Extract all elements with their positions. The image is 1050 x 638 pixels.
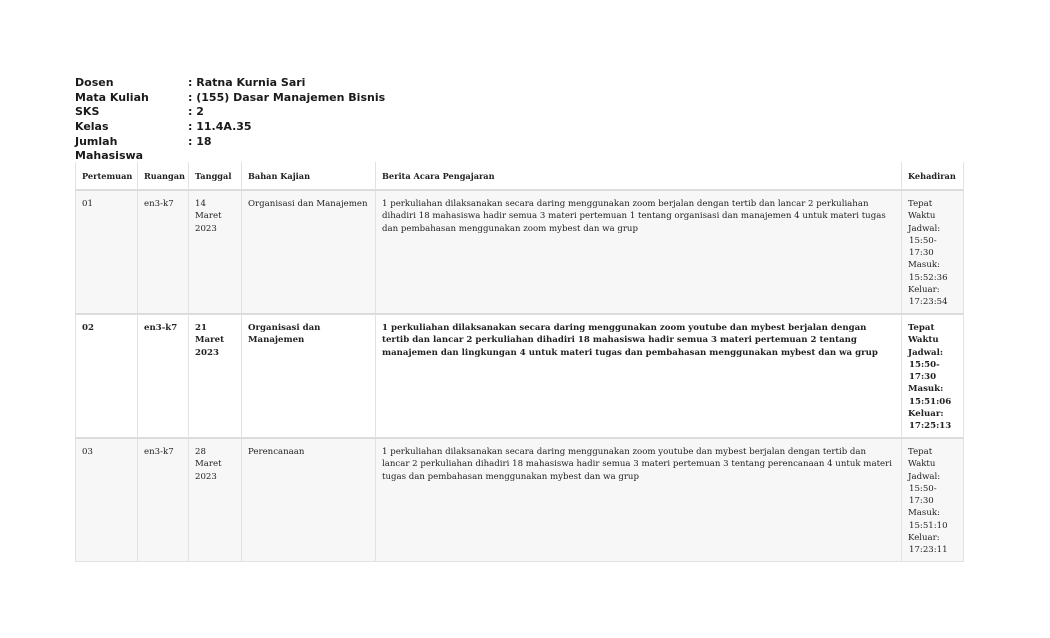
header-tanggal: Tanggal: [189, 162, 242, 190]
att-status: Waktu: [908, 459, 936, 470]
att-label: Masuk:: [908, 508, 940, 519]
att-label: Jadwal:: [908, 471, 941, 482]
info-label: Jumlah Mahasiswa: [75, 134, 144, 163]
att-status: Tepat: [908, 323, 935, 333]
att-value: 17:30: [909, 496, 934, 507]
header-bahan-kajian: Bahan Kajian: [242, 162, 376, 190]
info-row-jumlah-mahasiswa: [75, 134, 385, 163]
info-label: Mata Kuliah: [75, 90, 149, 104]
cell-berita-acara: 1 perkuliahan dilaksanakan secara daring menggunakan zoom youtube dan mybest berjalan dengan tertib dan lancar 2 perkuliahan dihadiri 18 mahasiswa hadir semua 3 materi pertemuan 2 tentang manajemen dan lingkungan 4 untuk materi tugas dan pembahasan menggunakan mybest dan wa grup: [376, 314, 902, 438]
cell-berita-acara: 1 perkuliahan dilaksanakan secara daring menggunakan zoom berjalan dengan tertib dan lancar 2 perkuliahan dihadiri 18 mahasiswa hadir semua 3 materi pertemuan 1 tentang organisasi dan manajemen 4 untuk materi tugas dan pembahasan menggunakan zoom mybest dan wa grup: [376, 190, 902, 314]
att-value: 17:25:13: [909, 421, 952, 432]
cell-pertemuan: 03: [76, 438, 138, 562]
table-row: [76, 438, 964, 562]
att-status: Waktu: [908, 335, 939, 346]
table-row: [76, 314, 964, 438]
info-row-sks: [75, 105, 385, 120]
table-header-row: [76, 162, 964, 190]
cell-bahan-kajian: Perencanaan: [242, 438, 376, 562]
cell-bahan-kajian: Organisasi dan Manajemen: [242, 190, 376, 314]
att-value: 15:52:36: [909, 272, 948, 283]
att-label: Keluar:: [908, 285, 940, 296]
info-value: : 18: [188, 134, 212, 148]
info-row-dosen: [75, 76, 385, 91]
date-day-month: 14 Maret: [195, 199, 222, 222]
attendance-table: [75, 162, 964, 562]
header-ruangan: Ruangan: [138, 162, 189, 190]
info-value: : 2: [188, 105, 204, 119]
cell-tanggal: [189, 314, 242, 438]
att-value: 17:30: [909, 372, 937, 383]
att-status: Tepat: [908, 199, 933, 209]
info-label: Kelas: [75, 120, 109, 134]
cell-kehadiran: [902, 190, 964, 314]
att-label: Masuk:: [908, 384, 944, 395]
info-value: : 11.4A.35: [188, 120, 252, 134]
att-value: 15:51:10: [909, 520, 948, 531]
att-label: Jadwal:: [908, 347, 944, 358]
att-value: 17:23:11: [909, 545, 948, 556]
att-label: Keluar:: [908, 409, 944, 420]
cell-ruangan: en3-k7: [138, 314, 189, 438]
cell-pertemuan: 01: [76, 190, 138, 314]
att-value: 15:50-: [909, 235, 937, 246]
att-label: Keluar:: [908, 533, 940, 544]
cell-pertemuan: 02: [76, 314, 138, 438]
cell-ruangan: en3-k7: [138, 190, 189, 314]
course-info: [75, 76, 386, 163]
att-value: 17:30: [909, 248, 934, 259]
att-status: Waktu: [908, 211, 936, 222]
date-day-month: 21 Maret: [195, 323, 225, 346]
info-label: Dosen: [75, 76, 114, 89]
cell-tanggal: [189, 438, 242, 562]
att-value: 15:50-: [909, 359, 940, 370]
header-berita-acara: Berita Acara Pengajaran: [376, 162, 902, 190]
table-row: [76, 190, 964, 314]
att-value: 17:23:54: [909, 297, 948, 308]
cell-kehadiran: [902, 438, 964, 562]
info-value: : Ratna Kurnia Sari: [188, 76, 306, 89]
info-row-mata-kuliah: [75, 91, 385, 106]
header-pertemuan: Pertemuan: [76, 162, 138, 190]
info-row-kelas: [75, 120, 385, 135]
info-value: : (155) Dasar Manajemen Bisnis: [188, 90, 386, 104]
att-label: Masuk:: [908, 260, 940, 271]
att-label: Jadwal:: [908, 223, 941, 234]
cell-ruangan: en3-k7: [138, 438, 189, 562]
att-value: 15:50-: [909, 483, 937, 494]
info-label: SKS: [75, 105, 100, 119]
date-year: 2023: [195, 223, 217, 234]
cell-berita-acara: 1 perkuliahan dilaksanakan secara daring menggunakan zoom youtube dan mybest berjalan dengan tertib dan lancar 2 perkuliahan dihadiri 18 mahasiswa hadir semua 3 materi pertemuan 3 tentang perencanaan 4 untuk materi tugas dan pembahasan menggunakan mybest dan wa grup: [376, 438, 902, 562]
att-status: Tepat: [908, 447, 933, 457]
cell-tanggal: [189, 190, 242, 314]
header-kehadiran: Kehadiran: [902, 162, 964, 190]
cell-kehadiran: [902, 314, 964, 438]
cell-bahan-kajian: Organisasi dan Manajemen: [242, 314, 376, 438]
att-value: 15:51:06: [909, 396, 952, 407]
date-day-month: 28 Maret: [195, 447, 222, 470]
date-year: 2023: [195, 471, 217, 482]
date-year: 2023: [195, 347, 219, 358]
